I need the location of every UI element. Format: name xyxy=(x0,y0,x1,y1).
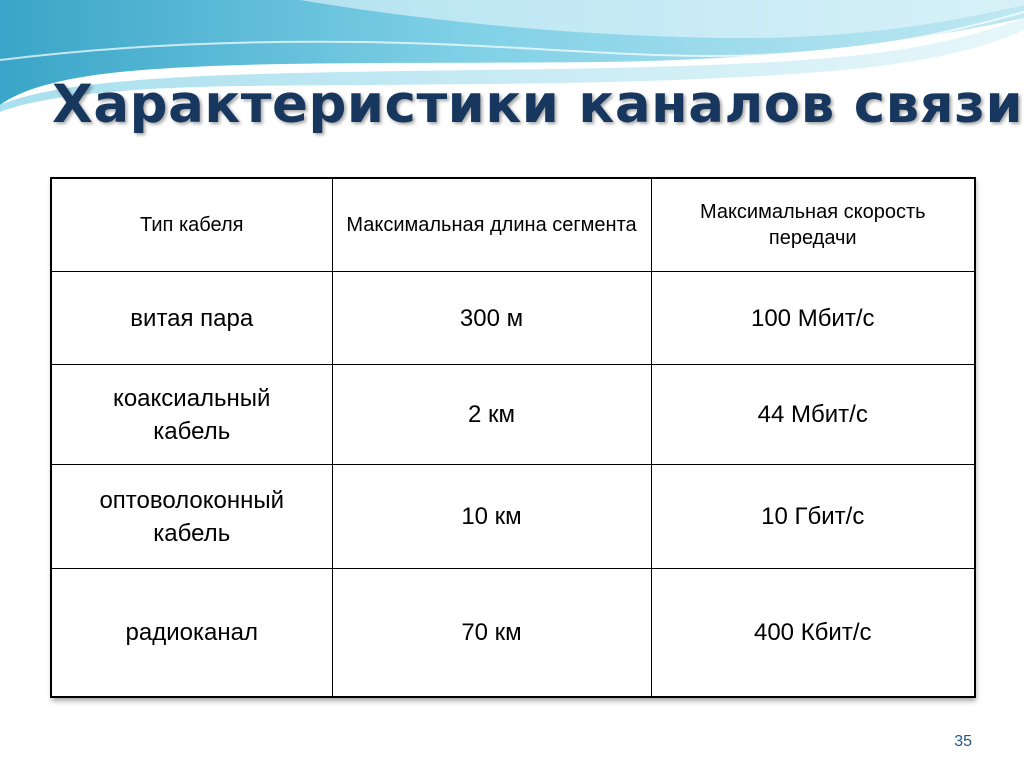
cell-segment-length: 10 км xyxy=(332,465,651,569)
table-row xyxy=(51,365,975,465)
cell-transfer-speed: 44 Мбит/с xyxy=(651,365,975,465)
slide-title: Характеристики каналов связи xyxy=(52,74,1024,135)
table-header-row xyxy=(51,178,975,272)
cell-segment-length: 2 км xyxy=(332,365,651,465)
cell-transfer-speed: 400 Кбит/с xyxy=(651,569,975,697)
cell-transfer-speed: 100 Мбит/с xyxy=(651,272,975,365)
cell-cable-type: радиоканал xyxy=(51,569,332,697)
channel-characteristics-table xyxy=(50,177,976,698)
cell-segment-length: 300 м xyxy=(332,272,651,365)
header-max-segment-length: Максимальная длина сегмента xyxy=(332,178,651,272)
cell-segment-length: 70 км xyxy=(332,569,651,697)
header-max-transfer-speed: Максимальная скорость передачи xyxy=(651,178,975,272)
channel-table-container xyxy=(50,177,974,698)
table-row xyxy=(51,272,975,365)
cell-cable-type: коаксиальный кабель xyxy=(51,365,332,465)
header-cable-type: Тип кабеля xyxy=(51,178,332,272)
cell-transfer-speed: 10 Гбит/с xyxy=(651,465,975,569)
page-number: 35 xyxy=(954,733,972,750)
cell-cable-type: витая пара xyxy=(51,272,332,365)
table-row xyxy=(51,569,975,697)
cell-cable-type: оптоволоконный кабель xyxy=(51,465,332,569)
table-row xyxy=(51,465,975,569)
